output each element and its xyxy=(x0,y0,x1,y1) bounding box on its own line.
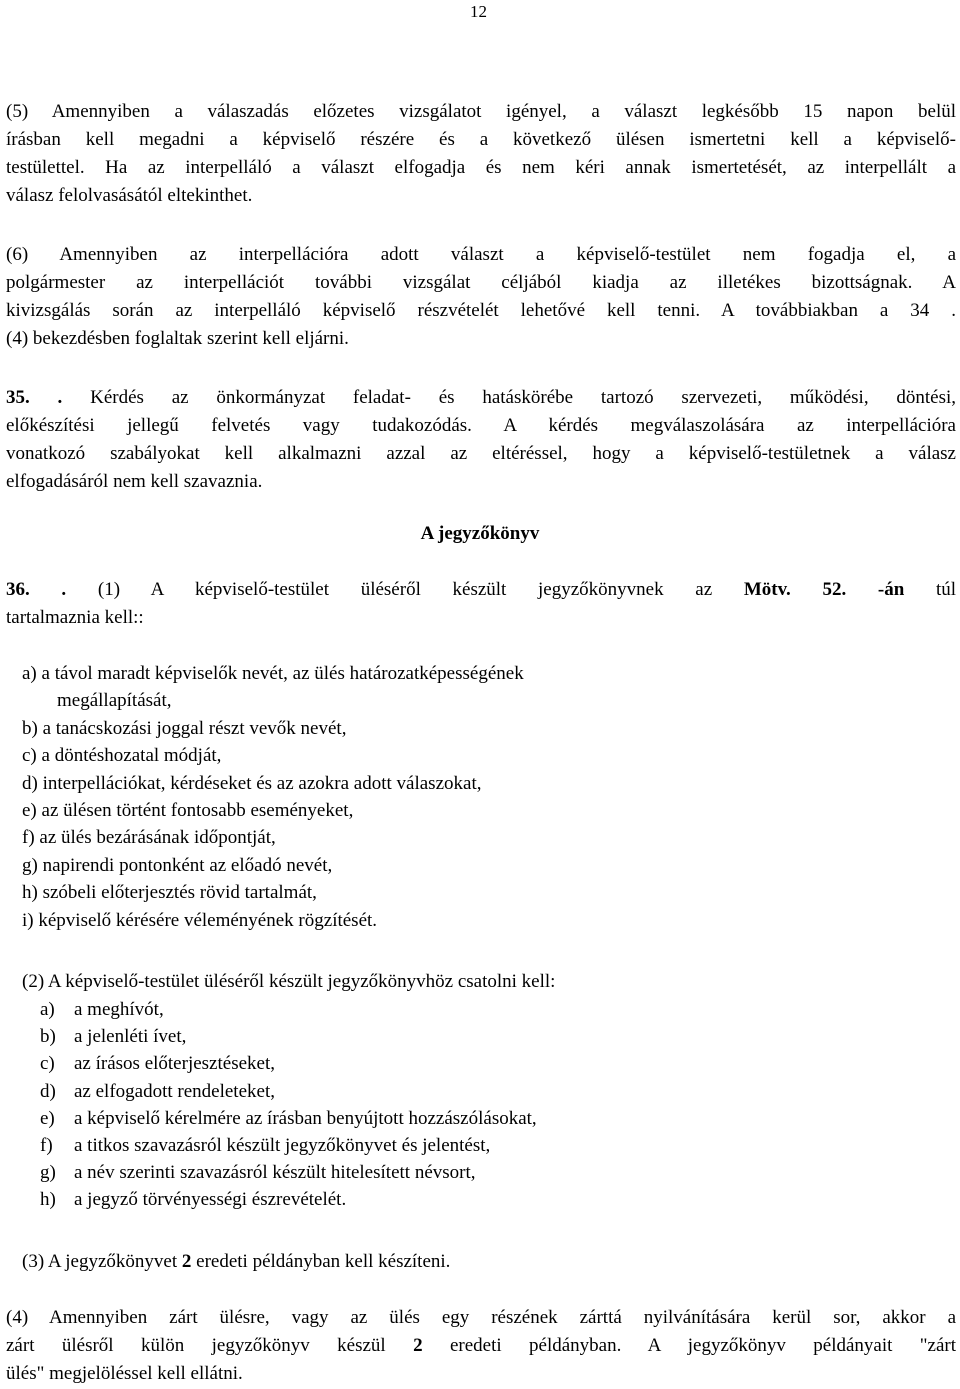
text-line: zárt ülésről külön jegyzőkönyv készül 2 eredeti példányban. A jegyzőkönyv példányait "zárt xyxy=(6,1335,957,1356)
paragraph-6 xyxy=(6,241,956,353)
list-label: f) xyxy=(40,1135,53,1157)
list-item: h) szóbeli előterjesztés rövid tartalmát, xyxy=(22,882,317,904)
list-item: megállapítását, xyxy=(57,690,172,712)
text-line: elfogadásáról nem kell szavaznia. xyxy=(6,471,263,492)
list-item: h) a jegyző törvényességi észrevételét. xyxy=(40,1186,537,1213)
paragraph-3 xyxy=(22,1248,450,1275)
text-line: (3) A jegyzőkönyvet 2 eredeti példányban kell készíteni. xyxy=(22,1251,451,1272)
text-line: vonatkozó szabályokat kell alkalmazni azzal az eltéréssel, hogy a képviselő-testületnek a válasz xyxy=(6,443,956,464)
list-item: d) interpellációkat, kérdéseket és az azokra adott válaszokat, xyxy=(22,772,482,794)
page-number: 12 xyxy=(470,2,487,21)
text-line: kivizsgálás során az interpelláló képviselő részvételét lehetővé kell tenni. A továbbiakban a 34 . xyxy=(6,300,956,321)
list-item: b) a jelenléti ívet, xyxy=(40,1023,537,1050)
text-line: (4) bekezdésben foglaltak szerint kell eljárni. xyxy=(6,328,349,349)
list-item: g) a név szerinti szavazásról készült hitelesített névsort, xyxy=(40,1159,537,1186)
list-label: g) xyxy=(40,1162,56,1184)
list-item: d) az elfogadott rendeleteket, xyxy=(40,1078,537,1105)
law-reference-suffix: -án xyxy=(877,579,905,600)
minutes-contents-list xyxy=(22,660,524,934)
paragraph-2-intro xyxy=(22,968,555,995)
section-text: Kérdés az önkormányzat feladat- és hatáskörébe tartozó szervezeti, működési, döntési, xyxy=(90,387,957,408)
list-label: b) xyxy=(40,1026,56,1048)
text-line: polgármester az interpellációt további vizsgálat céljából kiadja az illetékes bizottságnak. A xyxy=(6,272,956,293)
law-reference: Mötv. 52. xyxy=(743,579,847,600)
list-item: e) a képviselő kérelmére az írásban benyújtott hozzászólásokat, xyxy=(40,1105,537,1132)
section-heading: A jegyzőkönyv xyxy=(420,523,540,544)
paragraph-4 xyxy=(6,1304,956,1388)
text-line: 36. . (1) A képviselő-testület üléséről készült jegyzőkönyvnek az Mötv. 52. -án túl xyxy=(6,579,957,600)
list-item: c) az írásos előterjesztéseket, xyxy=(40,1050,537,1077)
list-label: h) xyxy=(40,1189,56,1211)
text-line: előkészítési jellegű felvetés vagy tudakozódás. A kérdés megválaszolására az interpellációra xyxy=(6,415,956,436)
section-36 xyxy=(6,576,956,632)
list-item: c) a döntéshozatal módját, xyxy=(22,745,222,767)
list-item: f) az ülés bezárásának időpontját, xyxy=(22,827,276,849)
list-item: i) képviselő kérésére véleményének rögzítését. xyxy=(22,909,378,931)
text-line: írásban kell megadni a képviselő részére és a következő ülésen ismertetni kell a képviselő- xyxy=(6,129,956,150)
section-number: 35. . xyxy=(6,387,63,408)
list-item: g) napirendi pontonként az előadó nevét, xyxy=(22,854,333,876)
list-label: d) xyxy=(40,1080,56,1102)
text-line: tartalmaznia kell:: xyxy=(6,607,144,628)
copy-count: 2 xyxy=(413,1335,423,1356)
list-label: c) xyxy=(40,1053,55,1075)
list-item: a) a távol maradt képviselők nevét, az ülés határozatképességének xyxy=(22,663,524,684)
list-item: b) a tanácskozási joggal részt vevők nevét, xyxy=(22,717,347,739)
list-item: e) az ülésen történt fontosabb eseményeket, xyxy=(22,800,354,822)
text-line: (5) Amennyiben a válaszadás előzetes vizsgálatot igényel, a választ legkésőbb 15 napon belül xyxy=(6,101,956,122)
copy-count: 2 xyxy=(181,1251,192,1272)
section-35 xyxy=(6,384,956,496)
text-line: testülettel. Ha az interpelláló a választ elfogadja és nem kéri annak ismertetését, az interpellált a xyxy=(6,157,956,178)
section-number: 36. . xyxy=(6,579,67,600)
list-label: e) xyxy=(40,1107,55,1129)
paragraph-5 xyxy=(6,98,956,210)
list-item: a) a meghívót, xyxy=(40,996,537,1023)
text-line xyxy=(6,384,956,412)
attachments-list xyxy=(40,996,537,1214)
list-label: a) xyxy=(40,999,55,1020)
text-line: ülés" megjelöléssel kell ellátni. xyxy=(6,1363,243,1384)
text-line: válasz felolvasásától eltekinthet. xyxy=(6,185,253,206)
text-line: (2) A képviselő-testület üléséről készült jegyzőkönyvhöz csatolni kell: xyxy=(22,971,556,992)
list-item: f) a titkos szavazásról készült jegyzőkönyvet és jelentést, xyxy=(40,1132,537,1159)
text-line: (6) Amennyiben az interpellációra adott választ a képviselő-testület nem fogadja el, a xyxy=(6,244,956,265)
text-line: (4) Amennyiben zárt ülésre, vagy az ülés egy részének zárttá nyilvánítására kerül sor, akkor a xyxy=(6,1307,956,1328)
